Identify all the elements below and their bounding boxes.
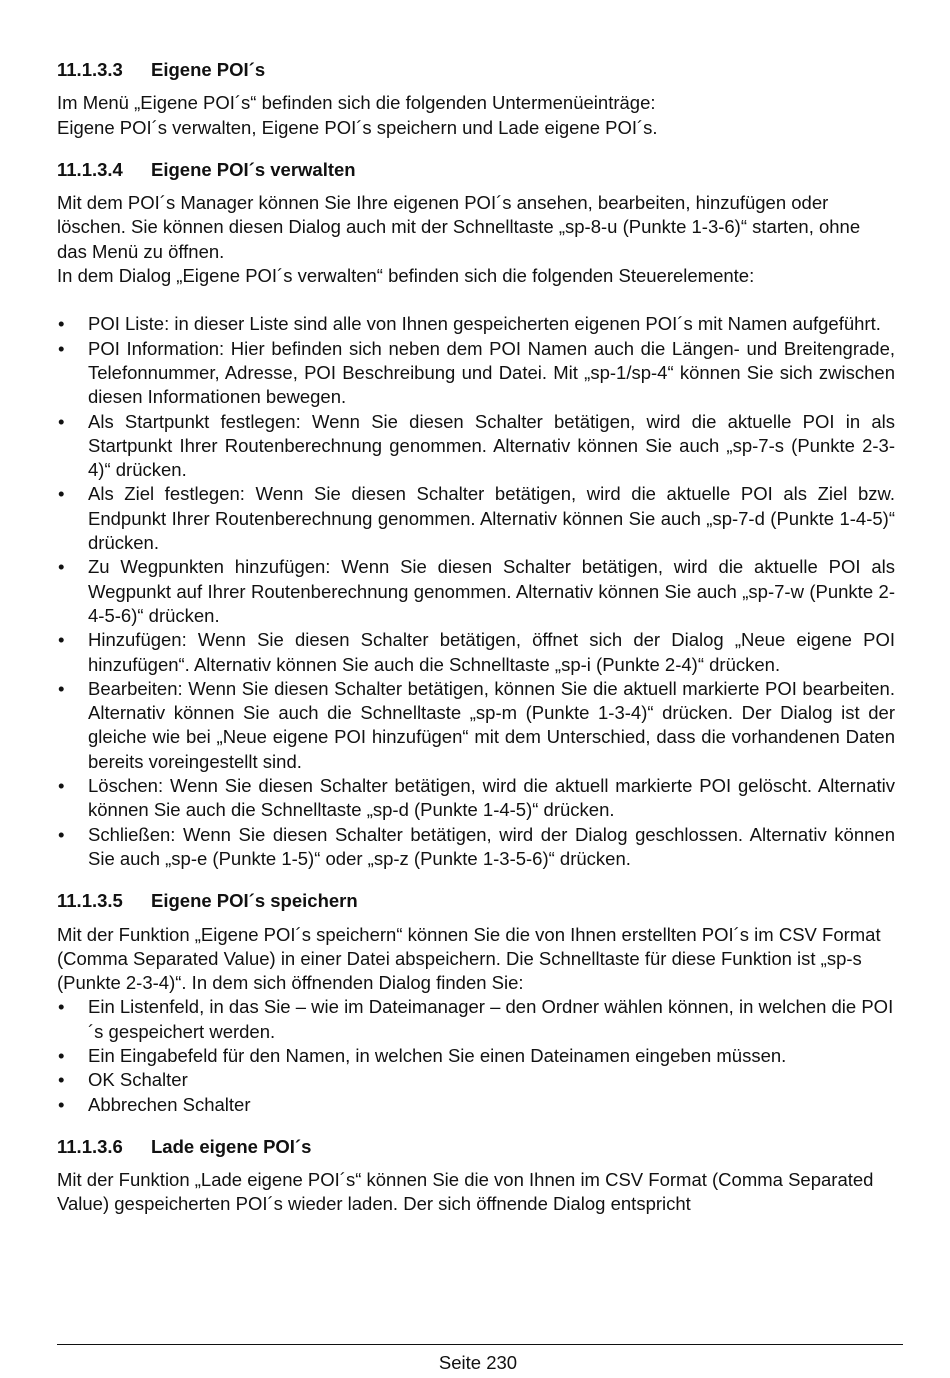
list-item-text: POI Information: Hier befinden sich neben dem POI Namen auch die Längen- und Breitengrade, Telefonnummer, Adresse, POI Beschreibung und Datei. Mit „sp-1/sp-4“ können Sie sich zwischen diesen Informationen bewegen. bbox=[88, 337, 895, 408]
section-number: 11.1.3.5 bbox=[57, 890, 123, 912]
paragraph: Mit der Funktion „Lade eigene POI´s“ können Sie die von Ihnen im CSV Format (Comma Separated Value) gespeicherten POI´s wieder laden. Der sich öffnende Dialog entspricht bbox=[57, 1169, 874, 1215]
section-number: 11.1.3.6 bbox=[57, 1135, 123, 1157]
bullet-icon: • bbox=[58, 337, 65, 359]
list-item-text: Ein Listenfeld, in das Sie – wie im Dateimanager – den Ordner wählen können, in welchen die POI´s gespeichert werden. bbox=[88, 996, 894, 1042]
list-item bbox=[57, 482, 895, 555]
footer-divider bbox=[57, 1344, 903, 1345]
section-number: 11.1.3.3 bbox=[57, 59, 123, 80]
list-item-text: Löschen: Wenn Sie diesen Schalter betätigen, wird die aktuell markierte POI gelöscht. Alternativ können Sie auch die Schnelltaste „sp-d (Punkte 1-4-5)“ drücken. bbox=[88, 775, 895, 821]
list-item-text: OK Schalter bbox=[88, 1069, 188, 1091]
list-item bbox=[57, 995, 895, 1044]
section-title: Eigene POI´s speichern bbox=[151, 890, 358, 912]
list-item bbox=[57, 774, 895, 823]
bullet-icon: • bbox=[58, 823, 65, 845]
section-title: Lade eigene POI´s bbox=[151, 1135, 312, 1157]
list-item bbox=[57, 823, 895, 872]
paragraph: Mit der Funktion „Eigene POI´s speichern“ können Sie die von Ihnen erstellten POI´s im CSV Format (Comma Separated Value) in einer Datei abspeichern. Die Schnelltaste für diese Funktion ist „sp-s (Punkte 2-3-4)“. In dem sich öffnenden Dialog finden Sie: bbox=[57, 923, 881, 994]
list-item-text: Ein Eingabefeld für den Namen, in welchen Sie einen Dateinamen eingeben müssen. bbox=[88, 1044, 787, 1066]
list-item-text: Zu Wegpunkten hinzufügen: Wenn Sie diesen Schalter betätigen, wird die aktuelle POI als Wegpunkt auf Ihrer Routenberechnung genommen. Alternativ können Sie auch „sp-7-w (Punkte 2-4-5-6)“ drücken. bbox=[88, 556, 895, 626]
bullet-icon: • bbox=[58, 1044, 65, 1066]
list-item bbox=[57, 1093, 895, 1117]
list-item-text: Als Startpunkt festlegen: Wenn Sie diesen Schalter betätigen, wird die aktuelle POI in als Startpunkt Ihrer Routenberechnung genommen. Alternativ können Sie auch „sp-7-s (Punkte 2-3-4)“ drücken. bbox=[88, 410, 895, 481]
list-item bbox=[57, 337, 895, 410]
document-page bbox=[57, 58, 895, 1217]
list-item bbox=[57, 555, 895, 628]
bullet-icon: • bbox=[58, 556, 65, 578]
list-item-text: Schließen: Wenn Sie diesen Schalter betätigen, wird der Dialog geschlossen. Alternativ können Sie auch „sp-e (Punkte 1-5)“ oder „sp-z (Punkte 1-3-5-6)“ drücken. bbox=[88, 823, 895, 869]
list-item-text: Als Ziel festlegen: Wenn Sie diesen Schalter betätigen, wird die aktuelle POI als Ziel bzw. Endpunkt Ihrer Routenberechnung genommen. Alternativ können Sie auch „sp-7-d (Punkte 1-4-5)“ drücken. bbox=[88, 483, 895, 554]
bullet-icon: • bbox=[58, 313, 65, 335]
list-item bbox=[57, 677, 895, 774]
section-title: Eigene POI´s verwalten bbox=[151, 158, 356, 180]
section-heading-lade-eigene-pois bbox=[57, 1135, 895, 1159]
bullet-icon: • bbox=[58, 1069, 65, 1091]
list-item bbox=[57, 1044, 895, 1068]
bullet-icon: • bbox=[58, 483, 65, 505]
list-item bbox=[57, 628, 895, 677]
bullet-icon: • bbox=[58, 629, 65, 651]
paragraph: Im Menü „Eigene POI´s“ befinden sich die folgenden Untermenüeinträge: bbox=[57, 92, 656, 114]
list-item bbox=[57, 410, 895, 483]
list-item-text: Abbrechen Schalter bbox=[88, 1093, 251, 1115]
section-title: Eigene POI´s bbox=[151, 59, 266, 80]
section-heading-eigene-pois-speichern bbox=[57, 889, 895, 913]
paragraph: Eigene POI´s verwalten, Eigene POI´s speichern und Lade eigene POI´s. bbox=[57, 116, 658, 138]
bullet-icon: • bbox=[58, 1093, 65, 1115]
list-item-text: POI Liste: in dieser Liste sind alle von Ihnen gespeicherten eigenen POI´s mit Namen aufgeführt. bbox=[88, 313, 881, 335]
controls-list bbox=[57, 312, 895, 871]
bullet-icon: • bbox=[58, 410, 65, 432]
section-heading-eigene-pois-verwalten bbox=[57, 158, 895, 182]
section-heading-eigene-pois bbox=[57, 58, 895, 82]
list-item-text: Hinzufügen: Wenn Sie diesen Schalter betätigen, öffnet sich der Dialog „Neue eigene POI hinzufügen“. Alternativ können Sie auch die Schnelltaste „sp-i (Punkte 2-4)“ drücken. bbox=[88, 629, 895, 675]
page-number: Seite 230 bbox=[438, 1352, 518, 1373]
paragraph: In dem Dialog „Eigene POI´s verwalten“ befinden sich die folgenden Steuerelemente: bbox=[57, 265, 755, 287]
bullet-icon: • bbox=[58, 996, 65, 1018]
dialog-elements-list bbox=[57, 995, 895, 1116]
paragraph: Mit dem POI´s Manager können Sie Ihre eigenen POI´s ansehen, bearbeiten, hinzufügen oder löschen. Sie können diesen Dialog auch mit der Schnelltaste „sp-8-u (Punkte 1-3-6)“ starten, ohne das Menü zu öffnen. bbox=[57, 192, 861, 262]
bullet-icon: • bbox=[58, 677, 65, 699]
bullet-icon: • bbox=[58, 775, 65, 797]
list-item bbox=[57, 312, 895, 336]
list-item-text: Bearbeiten: Wenn Sie diesen Schalter betätigen, können Sie die aktuell markierte POI bearbeiten. Alternativ können Sie auch die Schnelltaste „sp-m (Punkte 1-3-4)“ drücken. Der Dialog ist der gleiche wie bei „Neue eigene POI hinzufügen“ mit dem Unterschied, dass die vorhandenen Daten bereits voreingestellt sind. bbox=[88, 677, 895, 772]
section-number: 11.1.3.4 bbox=[57, 158, 123, 180]
page-footer bbox=[0, 1352, 950, 1374]
list-item bbox=[57, 1068, 895, 1092]
